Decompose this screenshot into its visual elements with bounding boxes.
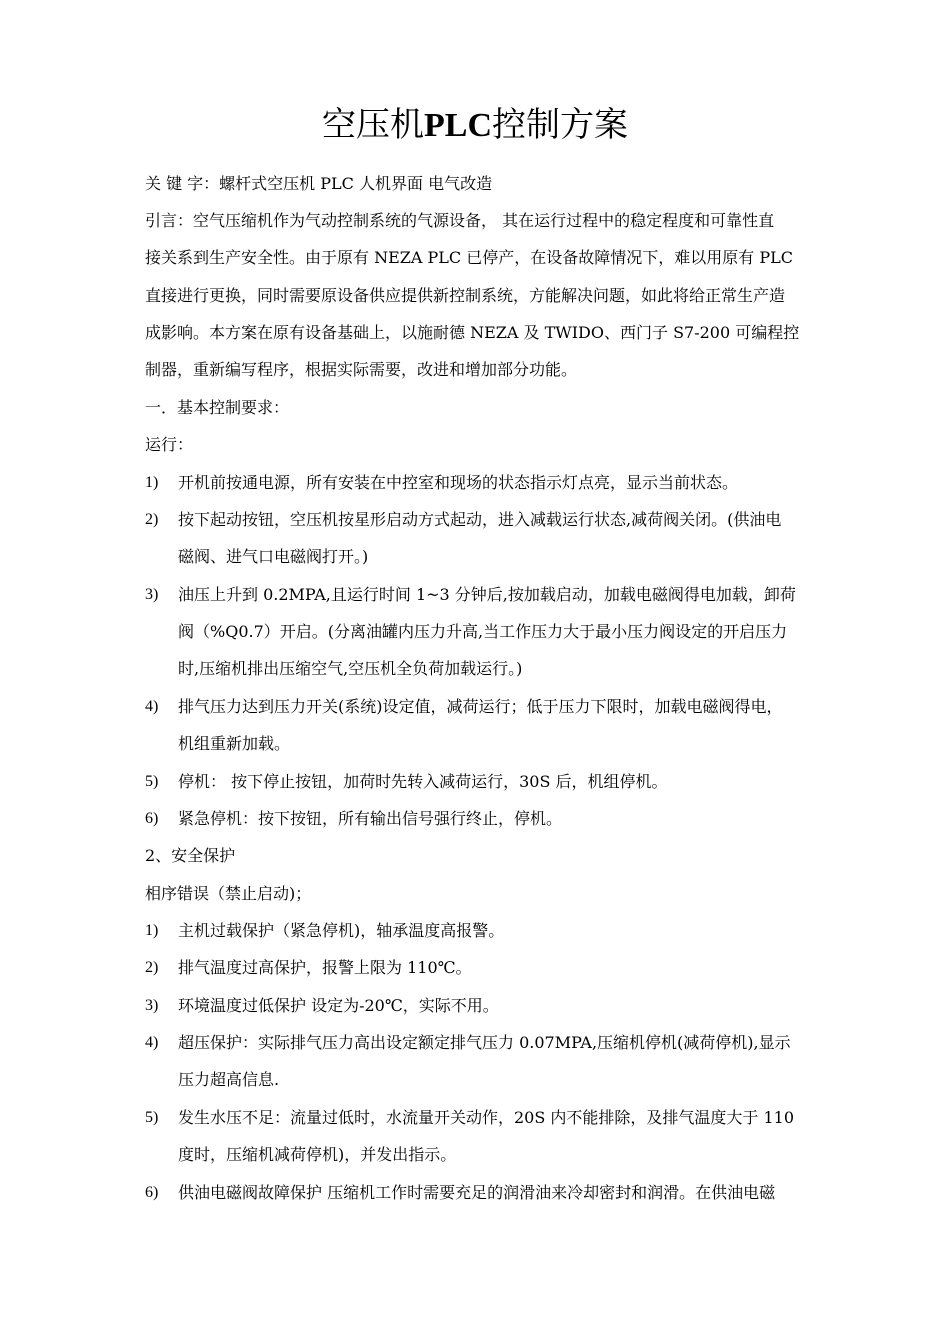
section-heading: 2、安全保护 [145,846,236,865]
list-number: 1) [145,922,159,939]
list-item-text: 紧急停机：按下按钮，所有输出信号强行终止，停机。 [178,809,563,828]
title-plc: PLC [424,107,492,144]
list-item-text: 开机前按通电源，所有安装在中控室和现场的状态指示灯点亮，显示当前状态。 [178,473,739,492]
list-number: 3) [145,586,159,603]
list-item-text: 度时，压缩机减荷停机)，并发出指示。 [178,1145,457,1164]
list-number: 4) [145,698,159,715]
title-suffix: 控制方案 [492,105,628,145]
page-title [0,98,950,153]
list-item-text: 压力超高信息. [178,1070,280,1089]
list-number: 5) [145,1109,159,1126]
keywords-line: 关 键 字：螺杆式空压机 PLC 人机界面 电气改造 [145,174,493,193]
list-item-text: 停机： 按下停止按钮，加荷时先转入减荷运行，30S 后，机组停机。 [178,772,668,791]
intro-line: 制器，重新编写程序，根据实际需要，改进和增加部分功能。 [145,360,578,379]
list-item-text: 时,压缩机排出压缩空气,空压机全负荷加载运行。) [178,659,523,678]
title-prefix: 空压机 [322,105,424,145]
list-item-text: 机组重新加载。 [178,734,291,753]
list-item-text: 供油电磁阀故障保护 压缩机工作时需要充足的润滑油来冷却密封和润滑。在供油电磁 [178,1183,776,1202]
list-number: 2) [145,511,159,528]
intro-line: 接关系到生产安全性。由于原有 NEZA PLC 已停产，在设备故障情况下，难以用原有 PLC [145,248,793,267]
list-item-text: 发生水压不足：流量过低时，水流量开关动作，20S 内不能排除，及排气温度大于 110 [178,1108,795,1127]
list-item-text: 排气温度过高保护，报警上限为 110℃。 [178,958,472,977]
list-item-text: 阀（%Q0.7）开启。(分离油罐内压力升高,当工作压力大于最小压力阀设定的开启压力 [178,622,788,641]
subsection-label: 相序错误（禁止启动)； [145,884,312,903]
list-item-text: 排气压力达到压力开关(系统)设定值，减荷运行；低于压力下限时，加载电磁阀得电， [178,697,783,716]
subsection-label: 运行： [145,435,194,454]
section-heading: 一．基本控制要求： [145,398,290,417]
list-item-text: 油压上升到 0.2MPA,且运行时间 1~3 分钟后,按加载启动，加载电磁阀得电加载，卸荷 [178,585,796,604]
list-item-text: 磁阀、进气口电磁阀打开。) [178,547,369,566]
list-item-text: 超压保护：实际排气压力高出设定额定排气压力 0.07MPA,压缩机停机(减荷停机),显示 [178,1033,791,1052]
list-number: 1) [145,474,159,491]
list-item-text: 环境温度过低保护 设定为-20℃，实际不用。 [178,996,499,1015]
list-number: 2) [145,959,159,976]
list-number: 6) [145,1184,159,1201]
intro-line: 直接进行更换，同时需要原设备供应提供新控制系统，方能解决问题，如此将给正常生产造 [145,286,786,305]
list-number: 3) [145,997,159,1014]
list-number: 4) [145,1034,159,1051]
list-item-text: 主机过载保护（紧急停机)，轴承温度高报警。 [178,921,505,940]
list-number: 5) [145,773,159,790]
intro-line: 成影响。本方案在原有设备基础上，以施耐德 NEZA 及 TWIDO、西门子 S7-200 可编程控 [145,323,800,342]
list-number: 6) [145,810,159,827]
intro-line: 引言：空气压缩机作为气动控制系统的气源设备， 其在运行过程中的稳定程度和可靠性直 [145,211,775,230]
list-item-text: 按下起动按钮，空压机按星形启动方式起动，进入减载运行状态,减荷阀关闭。(供油电 [178,510,782,529]
